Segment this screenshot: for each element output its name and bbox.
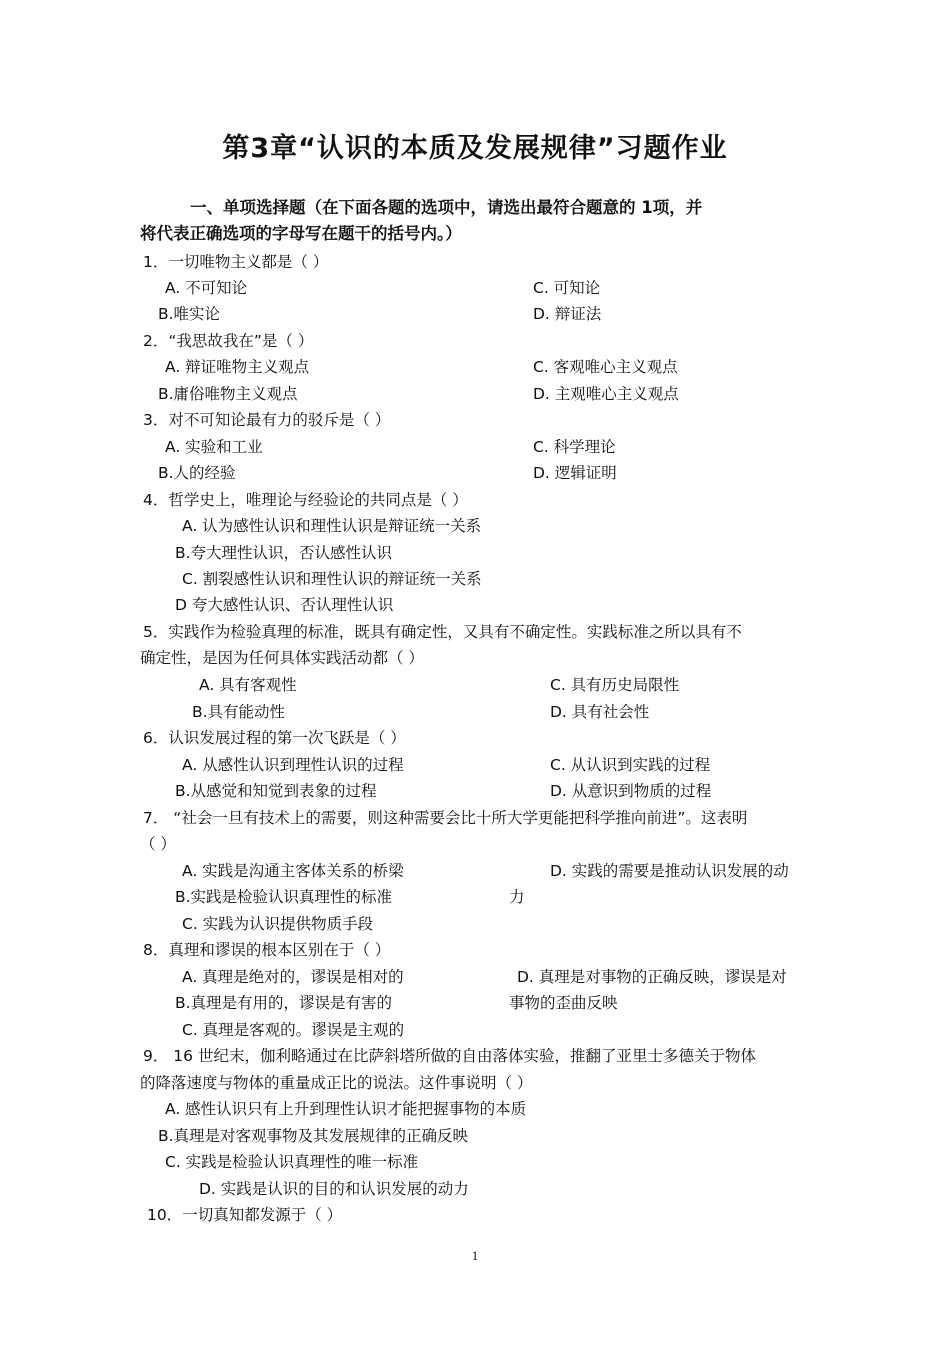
question-10-stem: 10．一切真知都发源于（ ）	[147, 1206, 343, 1224]
q7-option-b: B.实践是检验认识真理性的标准	[175, 888, 393, 906]
q6-option-b: B.从感觉和知觉到表象的过程	[175, 782, 377, 800]
q3-option-a: A. 实验和工业	[165, 438, 263, 456]
section-heading-line2: 将代表正确选项的字母写在题干的括号内。）	[140, 224, 462, 243]
q4-option-c: C. 割裂感性认识和理性认识的辩证统一关系	[182, 570, 482, 588]
q4-option-d: D 夸大感性认识、否认理性认识	[175, 596, 394, 614]
question-7-stem-line2: （ ）	[140, 835, 176, 853]
q8-option-a: A. 真理是绝对的，谬误是相对的	[182, 968, 404, 986]
q8-option-d-line1: D. 真理是对事物的正确反映，谬误是对	[517, 968, 787, 986]
q9-option-a: A. 感性认识只有上升到理性认识才能把握事物的本质	[165, 1100, 527, 1118]
q2-option-c: C. 客观唯心主义观点	[533, 358, 678, 376]
question-4-stem: 4．哲学史上，唯理论与经验论的共同点是（ ）	[143, 491, 468, 509]
q5-option-d: D. 具有社会性	[550, 703, 650, 721]
q7-option-d-line2: 力	[509, 888, 525, 906]
q9-option-b: B.真理是对客观事物及其发展规律的正确反映	[158, 1127, 469, 1145]
question-9-stem-line2: 的降落速度与物体的重量成正比的说法。这件事说明（ ）	[140, 1074, 533, 1092]
q7-option-d-line1: D. 实践的需要是推动认识发展的动	[550, 862, 789, 880]
question-8-stem: 8．真理和谬误的根本区别在于（ ）	[143, 941, 391, 959]
q2-option-b: B.庸俗唯物主义观点	[158, 385, 298, 403]
q5-option-a: A. 具有客观性	[199, 676, 297, 694]
q2-option-a: A. 辩证唯物主义观点	[165, 358, 310, 376]
section-heading-line1: 一、单项选择题（在下面各题的选项中，请选出最符合题意的 1项，并	[190, 198, 703, 217]
q8-option-b: B.真理是有用的，谬误是有害的	[175, 994, 393, 1012]
q9-option-d: D. 实践是认识的目的和认识发展的动力	[199, 1180, 469, 1198]
page-number: 1	[471, 1248, 479, 1263]
question-1-stem: 1．一切唯物主义都是（ ）	[143, 253, 329, 271]
q1-option-d: D. 辩证法	[533, 305, 602, 323]
q9-option-c: C. 实践是检验认识真理性的唯一标准	[165, 1153, 419, 1171]
question-2-stem: 2．“我思故我在”是（ ）	[143, 332, 314, 350]
q4-option-a: A. 认为感性认识和理性认识是辩证统一关系	[182, 517, 482, 535]
q6-option-c: C. 从认识到实践的过程	[550, 756, 711, 774]
question-6-stem: 6．认识发展过程的第一次飞跃是（ ）	[143, 729, 406, 747]
q2-option-d: D. 主观唯心主义观点	[533, 385, 679, 403]
question-5-stem-line2: 确定性，是因为任何具体实践活动都（ ）	[140, 649, 424, 667]
q8-option-c: C. 真理是客观的。谬误是主观的	[182, 1021, 405, 1039]
q4-option-b: B.夸大理性认识，否认感性认识	[175, 544, 393, 562]
q6-option-a: A. 从感性认识到理性认识的过程	[182, 756, 404, 774]
question-3-stem: 3．对不可知论最有力的驳斥是（ ）	[143, 411, 391, 429]
question-7-stem-line1: 7． “社会一旦有技术上的需要，则这种需要会比十所大学更能把科学推向前进”。这表明	[143, 809, 748, 827]
q3-option-d: D. 逻辑证明	[533, 464, 617, 482]
q7-option-a: A. 实践是沟通主客体关系的桥梁	[182, 862, 404, 880]
q5-option-b: B.具有能动性	[192, 703, 286, 721]
q1-option-c: C. 可知论	[533, 279, 601, 297]
q3-option-b: B.人的经验	[158, 464, 236, 482]
q6-option-d: D. 从意识到物质的过程	[550, 782, 712, 800]
q7-option-c: C. 实践为认识提供物质手段	[182, 915, 374, 933]
q5-option-c: C. 具有历史局限性	[550, 676, 680, 694]
question-9-stem-line1: 9． 16 世纪末，伽利略通过在比萨斜塔所做的自由落体实验，推翻了亚里士多德关于物体	[143, 1047, 756, 1065]
q1-option-b: B.唯实论	[158, 305, 221, 323]
q8-option-d-line2: 事物的歪曲反映	[509, 994, 618, 1012]
q3-option-c: C. 科学理论	[533, 438, 616, 456]
q1-option-a: A. 不可知论	[165, 279, 248, 297]
page-title: 第3章“认识的本质及发展规律”习题作业	[222, 133, 728, 164]
question-5-stem-line1: 5．实践作为检验真理的标准，既具有确定性，又具有不确定性。实践标准之所以具有不	[143, 623, 742, 641]
